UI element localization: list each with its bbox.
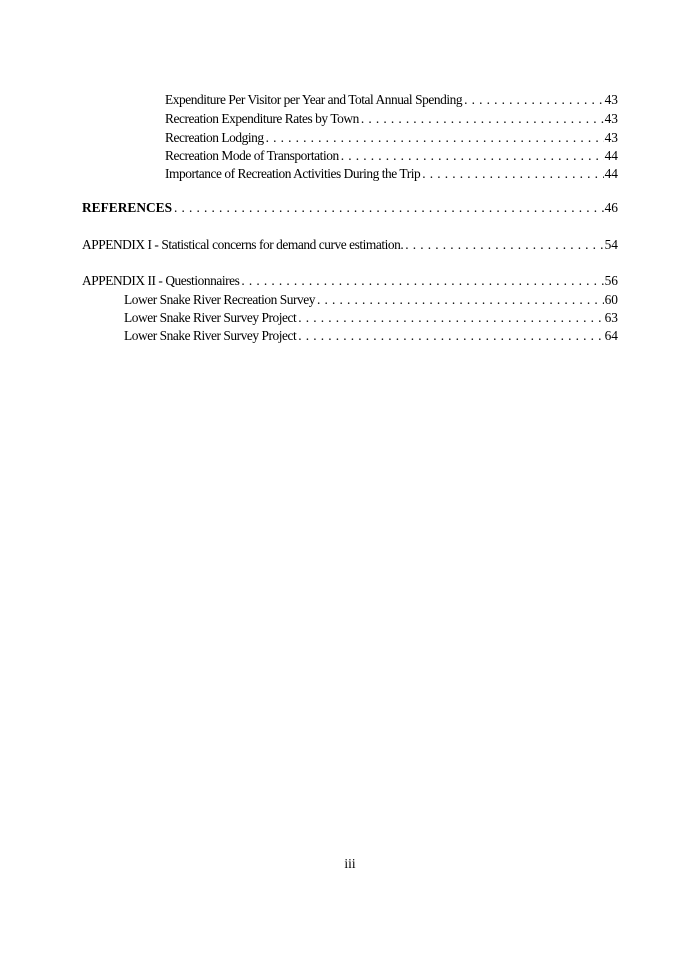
toc-entry-page: 60 [604, 292, 618, 307]
toc-entry-page: 46 [604, 200, 618, 215]
dot-leader [296, 308, 604, 327]
dot-leader [315, 290, 604, 309]
toc-entry-title: Importance of Recreation Activities During the Trip [165, 166, 421, 181]
page-number: iii [344, 856, 356, 871]
toc-entry-page: 56 [604, 273, 618, 288]
toc-entry-title: Recreation Mode of Transportation [165, 148, 339, 163]
toc-entry-page: 44 [604, 148, 618, 163]
toc-entry [124, 326, 618, 345]
toc-entry [165, 146, 618, 165]
toc-entry-page: 44 [604, 166, 618, 181]
toc-entry-page: 43 [604, 92, 618, 107]
toc-entry-title: Lower Snake River Survey Project [124, 310, 297, 325]
toc-entry [165, 128, 618, 147]
toc-entry-page: 43 [604, 111, 618, 126]
dot-leader [264, 128, 604, 147]
dot-leader [403, 235, 604, 254]
toc-entry [165, 90, 618, 109]
toc-entry-title: REFERENCES [82, 200, 173, 215]
toc-entry-references [82, 198, 618, 217]
toc-entry-title: Lower Snake River Survey Project [124, 328, 297, 343]
dot-leader [172, 198, 604, 217]
toc-entry-page: 63 [604, 310, 618, 325]
dot-leader [239, 271, 604, 290]
toc-entry [165, 109, 618, 128]
dot-leader [296, 326, 604, 345]
dot-leader [420, 164, 604, 183]
toc-entry [165, 164, 618, 183]
toc-entry-page: 43 [604, 130, 618, 145]
toc-entry-title: Lower Snake River Recreation Survey [124, 292, 315, 307]
toc-entry [124, 308, 618, 327]
toc-entry-page: 64 [604, 328, 618, 343]
toc-entry-page: 54 [604, 237, 618, 252]
dot-leader [462, 90, 604, 109]
toc-entry-title: APPENDIX II - Questionnaires [82, 273, 240, 288]
toc-entry-title: Recreation Lodging [165, 130, 264, 145]
dot-leader [339, 146, 604, 165]
toc-entry-appendix-ii [82, 271, 618, 290]
toc-entry-appendix-i [82, 235, 618, 254]
toc-entry-title: Expenditure Per Visitor per Year and Total Annual Spending [165, 92, 463, 107]
toc-entry-title: Recreation Expenditure Rates by Town [165, 111, 359, 126]
toc-entry [124, 290, 618, 309]
dot-leader [359, 109, 604, 128]
toc-entry-title: APPENDIX I - Statistical concerns for demand curve estimation. [82, 237, 404, 252]
